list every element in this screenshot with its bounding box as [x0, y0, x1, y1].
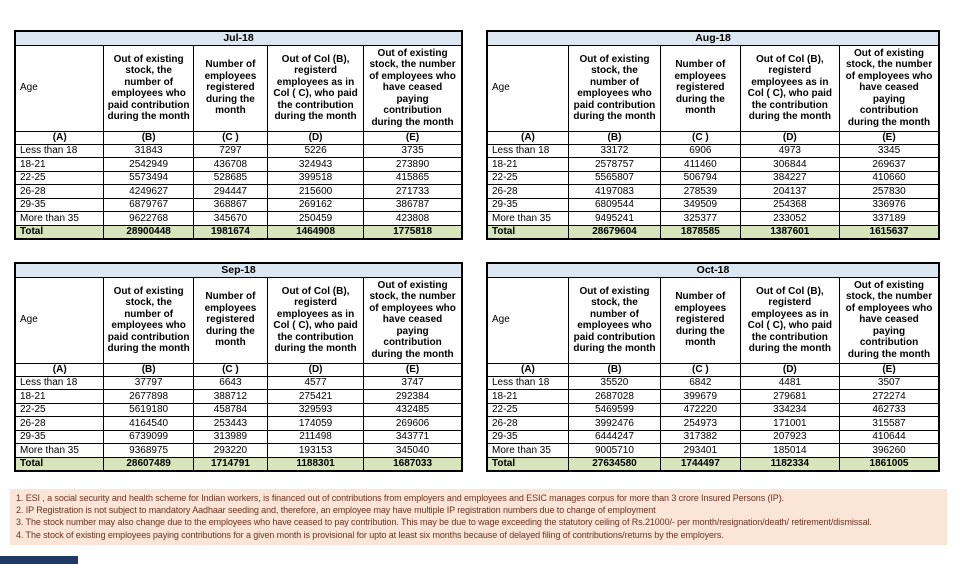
value-cell: 6643: [193, 376, 267, 390]
value-cell: 528685: [193, 171, 267, 185]
value-cell: 6842: [661, 376, 741, 390]
value-cell: 411460: [661, 158, 741, 172]
table-row: [15, 430, 462, 444]
column-letter-row: [15, 131, 462, 144]
value-cell: 334234: [740, 403, 839, 417]
value-cell: 5619180: [104, 403, 193, 417]
total-value: 1878585: [661, 225, 741, 239]
tables-grid: [14, 30, 940, 472]
value-cell: 6879767: [104, 198, 193, 212]
value-cell: 2687028: [568, 390, 660, 404]
total-value: 28679604: [568, 225, 660, 239]
age-cell: More than 35: [487, 444, 568, 458]
column-letter-row: [15, 363, 462, 376]
total-value: 27634580: [568, 457, 660, 471]
col-letter-a: (A): [487, 131, 568, 144]
value-cell: 386787: [364, 198, 462, 212]
value-cell: 253443: [193, 417, 267, 431]
value-cell: 6444247: [568, 430, 660, 444]
value-cell: 423808: [364, 212, 462, 226]
col-header-registered-paid: Out of Col (B), registerd employees as in Col ( C), who paid the contribution during the month: [740, 45, 839, 131]
age-cell: 18-21: [487, 390, 568, 404]
value-cell: 257830: [840, 185, 939, 199]
value-cell: 3507: [840, 376, 939, 390]
value-cell: 293401: [661, 444, 741, 458]
col-letter-a: (A): [15, 131, 104, 144]
col-letter-a: (A): [487, 363, 568, 376]
table-row: [487, 185, 939, 199]
value-cell: 436708: [193, 158, 267, 172]
total-row: [487, 225, 939, 239]
value-cell: 174059: [268, 417, 364, 431]
value-cell: 33172: [568, 144, 660, 158]
col-letter-c: (C ): [661, 363, 741, 376]
table-row: [15, 171, 462, 185]
value-cell: 3992476: [568, 417, 660, 431]
col-header-paid-contribution: Out of existing stock, the number of employees who paid contribution during the month: [568, 277, 660, 363]
age-cell: Less than 18: [487, 376, 568, 390]
value-cell: 273890: [364, 158, 462, 172]
col-header-age: Age: [15, 277, 104, 363]
value-cell: 254973: [661, 417, 741, 431]
total-value: 1861005: [840, 457, 939, 471]
value-cell: 193153: [268, 444, 364, 458]
value-cell: 211498: [268, 430, 364, 444]
total-value: 1188301: [268, 457, 364, 471]
value-cell: 6809544: [568, 198, 660, 212]
table-body: [15, 144, 462, 225]
value-cell: 313989: [193, 430, 267, 444]
col-letter-e: (E): [840, 363, 939, 376]
value-cell: 2542949: [104, 158, 193, 172]
value-cell: 399679: [661, 390, 741, 404]
table-body: [487, 144, 939, 225]
value-cell: 5469599: [568, 403, 660, 417]
column-header-row: [487, 277, 939, 363]
table-row: [487, 417, 939, 431]
value-cell: 5226: [268, 144, 364, 158]
age-cell: 22-25: [15, 403, 104, 417]
total-label: Total: [15, 225, 104, 239]
value-cell: 207923: [740, 430, 839, 444]
col-header-ceased-paying: Out of existing stock, the number of employees who have ceased paying contribution during the month: [840, 45, 939, 131]
age-cell: Less than 18: [15, 144, 104, 158]
col-header-paid-contribution: Out of existing stock, the number of employees who paid contribution during the month: [104, 277, 193, 363]
value-cell: 349509: [661, 198, 741, 212]
age-cell: 29-35: [487, 198, 568, 212]
table-row: [487, 403, 939, 417]
month-title: Jul-18: [15, 31, 462, 45]
value-cell: 462733: [840, 403, 939, 417]
table-row: [15, 376, 462, 390]
table-row: [487, 376, 939, 390]
value-cell: 3345: [840, 144, 939, 158]
col-header-age: Age: [15, 45, 104, 131]
value-cell: 233052: [740, 212, 839, 226]
value-cell: 4164540: [104, 417, 193, 431]
table-row: [15, 390, 462, 404]
value-cell: 3747: [364, 376, 462, 390]
table-oct-18: [486, 262, 940, 472]
col-header-registered: Number of employees registered during the month: [193, 45, 267, 131]
table-row: [487, 158, 939, 172]
age-cell: 18-21: [15, 158, 104, 172]
value-cell: 185014: [740, 444, 839, 458]
value-cell: 336976: [840, 198, 939, 212]
value-cell: 2578757: [568, 158, 660, 172]
age-cell: 26-28: [15, 185, 104, 199]
table-row: [15, 144, 462, 158]
value-cell: 3735: [364, 144, 462, 158]
age-cell: 29-35: [15, 198, 104, 212]
col-header-registered: Number of employees registered during the month: [661, 277, 741, 363]
col-letter-b: (B): [104, 131, 193, 144]
value-cell: 254368: [740, 198, 839, 212]
value-cell: 5573494: [104, 171, 193, 185]
value-cell: 171001: [740, 417, 839, 431]
age-cell: 22-25: [487, 403, 568, 417]
col-header-age: Age: [487, 45, 568, 131]
col-letter-c: (C ): [193, 131, 267, 144]
data-table: [14, 30, 463, 240]
total-value: 1687033: [364, 457, 462, 471]
col-header-registered-paid: Out of Col (B), registerd employees as in Col ( C), who paid the contribution during the month: [740, 277, 839, 363]
value-cell: 250459: [268, 212, 364, 226]
value-cell: 343771: [364, 430, 462, 444]
value-cell: 4197083: [568, 185, 660, 199]
value-cell: 272274: [840, 390, 939, 404]
value-cell: 399518: [268, 171, 364, 185]
table-sep-18: [14, 262, 463, 472]
table-jul-18: [14, 30, 463, 240]
value-cell: 275421: [268, 390, 364, 404]
total-value: 28607489: [104, 457, 193, 471]
value-cell: 6906: [661, 144, 741, 158]
value-cell: 279681: [740, 390, 839, 404]
total-label: Total: [487, 457, 568, 471]
table-row: [15, 417, 462, 431]
data-table: [486, 262, 940, 472]
column-header-row: [487, 45, 939, 131]
col-header-registered: Number of employees registered during the month: [193, 277, 267, 363]
month-header-row: [487, 263, 939, 277]
value-cell: 9622768: [104, 212, 193, 226]
col-letter-e: (E): [364, 363, 462, 376]
table-body: [487, 376, 939, 457]
table-row: [487, 212, 939, 226]
value-cell: 329593: [268, 403, 364, 417]
age-cell: 26-28: [487, 185, 568, 199]
value-cell: 2677898: [104, 390, 193, 404]
col-letter-e: (E): [364, 131, 462, 144]
month-title: Sep-18: [15, 263, 462, 277]
month-header-row: [15, 31, 462, 45]
value-cell: 410644: [840, 430, 939, 444]
total-row: [15, 457, 462, 471]
table-body: [15, 376, 462, 457]
col-header-ceased-paying: Out of existing stock, the number of employees who have ceased paying contribution during the month: [840, 277, 939, 363]
value-cell: 31843: [104, 144, 193, 158]
value-cell: 506794: [661, 171, 741, 185]
total-label: Total: [487, 225, 568, 239]
age-cell: Less than 18: [15, 376, 104, 390]
col-letter-a: (A): [15, 363, 104, 376]
value-cell: 278539: [661, 185, 741, 199]
col-letter-b: (B): [568, 131, 660, 144]
data-table: [14, 262, 463, 472]
value-cell: 292384: [364, 390, 462, 404]
value-cell: 396260: [840, 444, 939, 458]
col-letter-d: (D): [740, 363, 839, 376]
footnote-2: 2. IP Registration is not subject to mandatory Aadhaar seeding and, therefore, an employee may have multiple IP registration numbers due to change of employment: [16, 505, 656, 516]
total-value: 1714791: [193, 457, 267, 471]
col-header-ceased-paying: Out of existing stock, the number of employees who have ceased paying contribution during the month: [364, 45, 462, 131]
col-header-age: Age: [487, 277, 568, 363]
value-cell: 271733: [364, 185, 462, 199]
col-header-registered-paid: Out of Col (B), registerd employees as in Col ( C), who paid the contribution during the month: [268, 277, 364, 363]
value-cell: 4249627: [104, 185, 193, 199]
sheet-tab-bar: [0, 556, 78, 564]
age-cell: 18-21: [15, 390, 104, 404]
col-letter-c: (C ): [193, 363, 267, 376]
value-cell: 7297: [193, 144, 267, 158]
age-cell: 22-25: [487, 171, 568, 185]
value-cell: 215600: [268, 185, 364, 199]
value-cell: 204137: [740, 185, 839, 199]
month-header-row: [487, 31, 939, 45]
value-cell: 472220: [661, 403, 741, 417]
total-row: [15, 225, 462, 239]
col-header-paid-contribution: Out of existing stock, the number of employees who paid contribution during the month: [104, 45, 193, 131]
value-cell: 293220: [193, 444, 267, 458]
total-value: 1387601: [740, 225, 839, 239]
data-table: [486, 30, 940, 240]
value-cell: 4973: [740, 144, 839, 158]
value-cell: 384227: [740, 171, 839, 185]
total-row: [487, 457, 939, 471]
table-row: [487, 444, 939, 458]
value-cell: 9005710: [568, 444, 660, 458]
value-cell: 9495241: [568, 212, 660, 226]
month-header-row: [15, 263, 462, 277]
column-letter-row: [487, 363, 939, 376]
total-value: 1615637: [840, 225, 939, 239]
value-cell: 269162: [268, 198, 364, 212]
table-row: [15, 185, 462, 199]
col-letter-d: (D): [268, 131, 364, 144]
column-header-row: [15, 45, 462, 131]
table-row: [487, 390, 939, 404]
value-cell: 269606: [364, 417, 462, 431]
total-value: 1182334: [740, 457, 839, 471]
value-cell: 345670: [193, 212, 267, 226]
value-cell: 410660: [840, 171, 939, 185]
age-cell: More than 35: [15, 444, 104, 458]
footnote-1: 1. ESI , a social security and health scheme for Indian workers, is financed out of contributions from employers and employees and ESIC manages corpus for more than 3 crore Insured Persons (IP).: [16, 493, 784, 503]
col-letter-b: (B): [104, 363, 193, 376]
age-cell: Less than 18: [487, 144, 568, 158]
value-cell: 315587: [840, 417, 939, 431]
age-cell: 29-35: [487, 430, 568, 444]
total-value: 1744497: [661, 457, 741, 471]
col-header-registered: Number of employees registered during the month: [661, 45, 741, 131]
col-letter-d: (D): [740, 131, 839, 144]
footnote-3: 3. The stock number may also change due to the employees who have ceased to pay contribution. This may be due to wage exceeding the statutory ceiling of Rs.21000/- per month/resignation/death/ retirement/dismissal.: [16, 517, 872, 528]
table-row: [487, 430, 939, 444]
col-header-ceased-paying: Out of existing stock, the number of employees who have ceased paying contribution during the month: [364, 277, 462, 363]
value-cell: 269637: [840, 158, 939, 172]
age-cell: More than 35: [15, 212, 104, 226]
age-cell: 29-35: [15, 430, 104, 444]
column-letter-row: [487, 131, 939, 144]
age-cell: 26-28: [487, 417, 568, 431]
value-cell: 325377: [661, 212, 741, 226]
col-letter-c: (C ): [661, 131, 741, 144]
total-value: 1981674: [193, 225, 267, 239]
value-cell: 388712: [193, 390, 267, 404]
value-cell: 9368975: [104, 444, 193, 458]
table-row: [15, 444, 462, 458]
table-row: [487, 171, 939, 185]
month-title: Oct-18: [487, 263, 939, 277]
value-cell: 306844: [740, 158, 839, 172]
value-cell: 415865: [364, 171, 462, 185]
footnote-4: 4. The stock of existing employees paying contributions for a given month is provisional for upto at least six months because of delayed filing of contributions/returns by the employers.: [16, 529, 724, 540]
table-row: [15, 212, 462, 226]
value-cell: 432485: [364, 403, 462, 417]
col-letter-e: (E): [840, 131, 939, 144]
total-value: 1464908: [268, 225, 364, 239]
value-cell: 345040: [364, 444, 462, 458]
footnotes-panel: [10, 489, 947, 545]
col-letter-b: (B): [568, 363, 660, 376]
column-header-row: [15, 277, 462, 363]
value-cell: 458784: [193, 403, 267, 417]
age-cell: 18-21: [487, 158, 568, 172]
value-cell: 4481: [740, 376, 839, 390]
age-cell: 26-28: [15, 417, 104, 431]
total-label: Total: [15, 457, 104, 471]
value-cell: 317382: [661, 430, 741, 444]
col-letter-d: (D): [268, 363, 364, 376]
value-cell: 6739099: [104, 430, 193, 444]
age-cell: More than 35: [487, 212, 568, 226]
value-cell: 37797: [104, 376, 193, 390]
table-row: [15, 403, 462, 417]
value-cell: 337189: [840, 212, 939, 226]
value-cell: 35520: [568, 376, 660, 390]
value-cell: 4577: [268, 376, 364, 390]
value-cell: 5565807: [568, 171, 660, 185]
total-value: 28900448: [104, 225, 193, 239]
table-row: [15, 158, 462, 172]
col-header-registered-paid: Out of Col (B), registerd employees as in Col ( C), who paid the contribution during the month: [268, 45, 364, 131]
table-row: [487, 198, 939, 212]
col-header-paid-contribution: Out of existing stock, the number of employees who paid contribution during the month: [568, 45, 660, 131]
table-row: [487, 144, 939, 158]
total-value: 1775818: [364, 225, 462, 239]
age-cell: 22-25: [15, 171, 104, 185]
value-cell: 324943: [268, 158, 364, 172]
value-cell: 294447: [193, 185, 267, 199]
table-row: [15, 198, 462, 212]
table-aug-18: [486, 30, 940, 240]
value-cell: 368867: [193, 198, 267, 212]
month-title: Aug-18: [487, 31, 939, 45]
